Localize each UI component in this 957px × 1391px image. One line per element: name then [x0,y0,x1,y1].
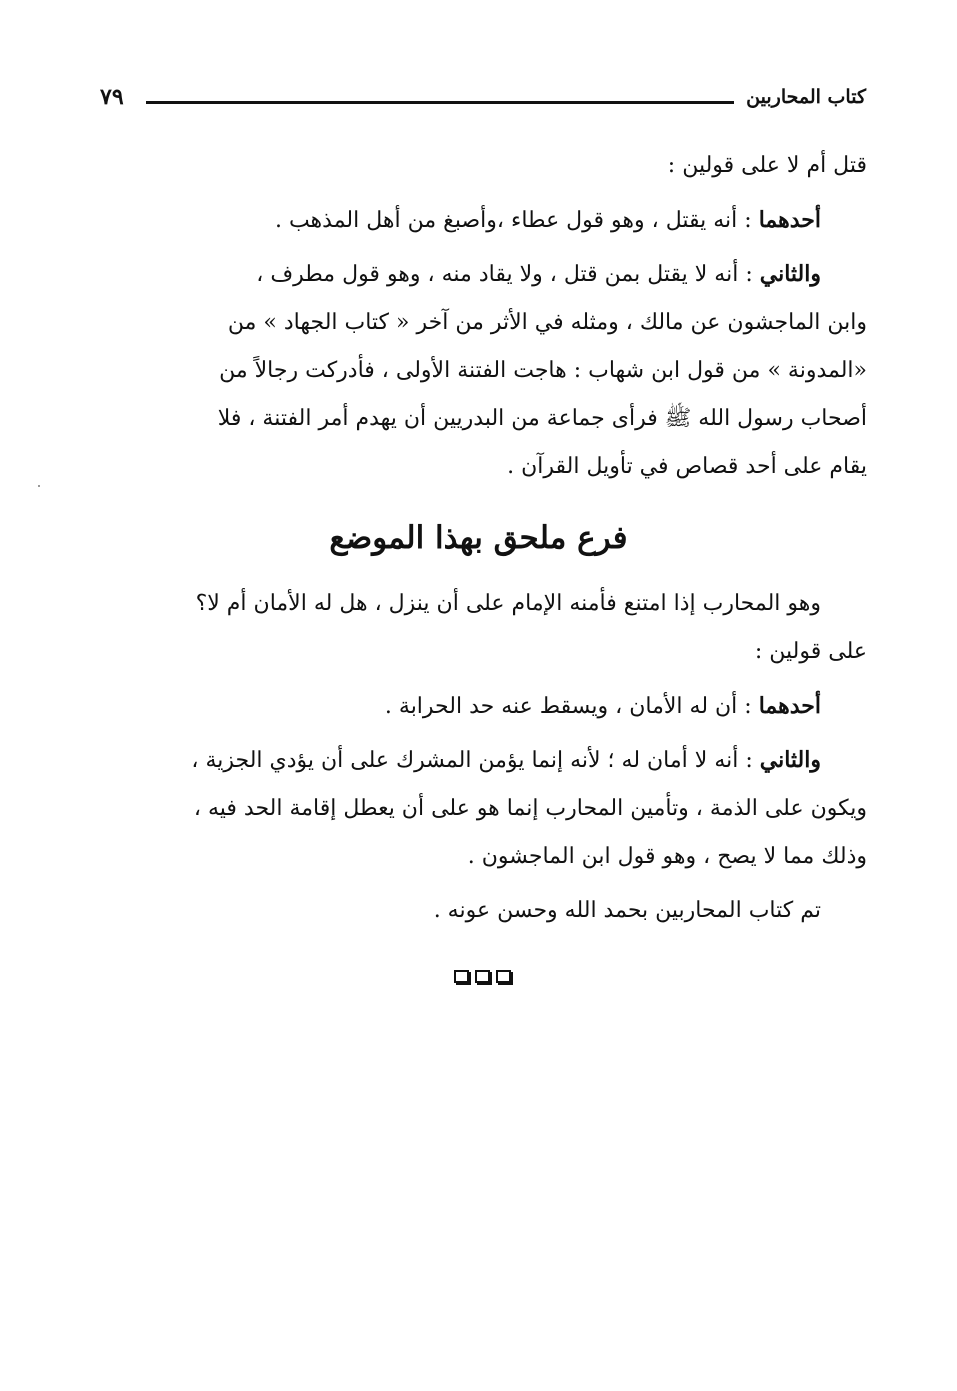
square-ornament-icon [475,970,490,983]
paragraph-text: : أن له الأمان ، ويسقط عنه حد الحرابة . [384,694,759,719]
text-line: قتل أم لا على قولين : [667,153,867,178]
paragraph-text: : أنه لا أمان له ؛ لأنه إنما يؤمن المشرك على أن يؤدي الجزية ، [191,748,760,773]
text-line: «المدونة » من قول ابن شهاب : هاجت الفتنة الأولى ، فأدركت رجالاً من [219,358,867,383]
text-line: وهو المحارب إذا امتنع فأمنه الإمام على أن ينزل ، هل له الأمان أم لا؟ [195,591,821,616]
section-heading: فرع ملحق بهذا الموضع [329,520,628,556]
closing-line: تم كتاب المحاربين بحمد الله وحسن عونه . [433,898,821,923]
paragraph-second-opinion-line [101,250,867,299]
paragraph-lead: أحدهما [758,207,821,233]
square-ornament-icon [496,970,511,983]
page-number: ٧٩ [100,84,124,110]
square-ornament-icon [454,970,469,983]
text-line: ويكون على الذمة ، وتأمين المحارب إنما هو على أن يعطل إقامة الحد فيه ، [193,796,867,821]
text-block-1 [101,142,867,491]
paragraph-text: : أنه يقتل ، وهو قول عطاء ،وأصبغ من أهل المذهب . [274,208,759,233]
paragraph-lead: والثاني [759,747,821,773]
text-block-2 [101,580,867,935]
text-line: على قولين : [754,639,867,664]
paragraph-second-opinion-line [101,736,867,785]
text-line: وابن الماجشون عن مالك ، ومثله في الأثر من آخر « كتاب الجهاد » من [227,310,867,335]
text-line: يقام على أحد قصاص في تأويل القرآن . [507,454,867,479]
paragraph-first-opinion [101,196,867,250]
text-line: وذلك مما لا يصح ، وهو قول ابن الماجشون . [467,844,867,869]
running-header [100,84,866,118]
running-title: كتاب المحاربين [746,86,866,108]
paragraph-text: : أنه لا يقتل بمن قتل ، ولا يقاد منه ، وهو قول مطرف ، [256,262,760,287]
paragraph-first-opinion [101,682,867,736]
paragraph-lead: والثاني [759,261,821,287]
scan-speck [38,485,40,487]
paragraph-lead: أحدهما [758,693,821,719]
text-line: أصحاب رسول الله ﷺ فرأى جماعة من البدريين أن يهدم أمر الفتنة ، فلا [217,406,867,431]
end-marks [454,970,524,990]
header-rule [146,101,734,104]
